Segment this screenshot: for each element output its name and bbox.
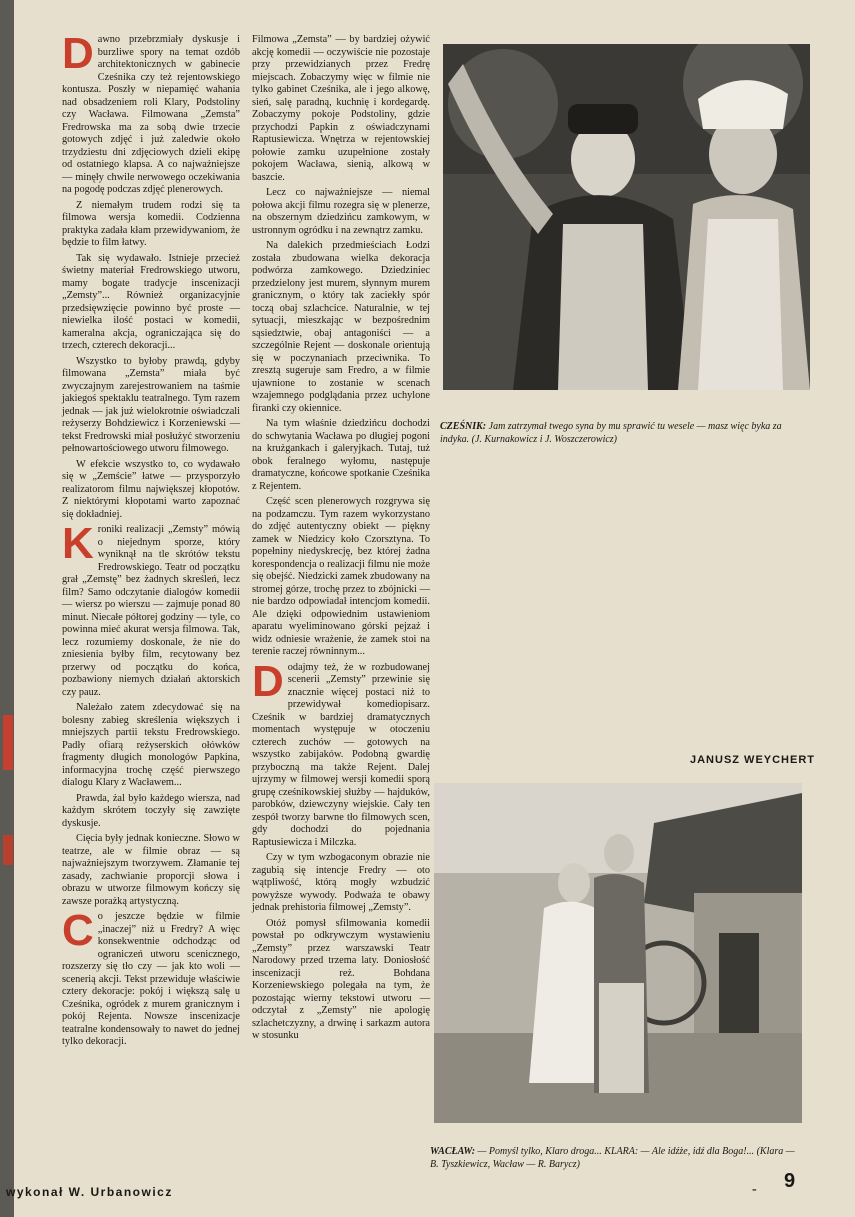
- paragraph: Prawda, żal było każdego wiersza, nad każdym skrótem toczyły się zawzięte dyskusje.: [62, 792, 240, 829]
- paragraph: Czy w tym wzbogaconym obrazie nie zagubią się intencje Fredry — oto wątpliwość, którą mogły wzbudzić powyższe wywody. Podważa te obawy jednak prehistoria filmowej „Zemsty”.: [252, 852, 430, 913]
- paragraph: Kroniki realizacji „Zemsty” mówią o niejednym sporze, który wyniknął na tle skrótów tekstu Fredrowskiego. Teatr od początku grał „Zemstę” bez żadnych skreśleń, lecz film? Samo odczytanie dialogów komedii — wiersz po wierszu — zajmuje ponad 80 minut. Niecałe półtorej godziny — tyle, co powinna mieć akurat wersja filmowa. Tak, lecz rozumiemy doskonale, że nie do zniesienia byłby film, recytowany bez przerwy od początku do końca, pozbawiony niemych działań aktorskich czy pauz.: [62, 519, 240, 698]
- paragraph: Dodajmy też, że w rozbudowanej scenerii „Zemsty” przewinie się znacznie więcej postaci niż to przewidywał komediopisarz. Cześnik w bardziej dramatycznych momentach występuje w otoczeniu czterech zuchów — gotowych na wszystko zabijaków. Podobną gwardię przyboczną ma także Rejent. Dalej ujrzymy w filmowej wersji komedii sporą grupę cześnikowskiej służby — hajduków, parobków, dziewczyny wiejskie. Cały ten zespół tworzy barwne tło filmowych scen, gdy dochodzi do pojednania Raptusiewicza i Milczka.: [252, 656, 430, 848]
- photo-klara-waclaw: [434, 783, 802, 1123]
- article-column-2: [252, 34, 430, 1046]
- layout-credit: wykonał W. Urbanowicz: [6, 1185, 173, 1199]
- photo-czesnik-rejent-image: [443, 44, 810, 390]
- caption-speaker: WACŁAW:: [430, 1146, 476, 1157]
- photo-czesnik-rejent: [443, 44, 810, 390]
- paragraph: Dawno przebrzmiały dyskusje i burzliwe spory na temat ozdób architektonicznych w gabinecie Cześnika czy też rejentowskiego kontusza. Poszły w niepamięć wahania nad obsadzeniem roli Klary, Podstoliny czy Wacława. Filmowana „Zemsta” Fredrowska ma za sobą dwie trzecie gotowych zdjęć i już zaledwie około trzydziestu dni zdjęciowych dzieli ekipę od ostatniego klapsa. A co najważniejsze — minęły chwile nerwowego oczekiwania na pogodę podczas zdjęć plenerowych.: [62, 29, 240, 195]
- article-column-1: [62, 29, 240, 1052]
- paragraph: Z niemałym trudem rodzi się ta filmowa wersja komedii. Codzienna praktyka zadała kłam przewidywaniom, że będzie to film łatwy.: [62, 199, 240, 248]
- edge-red-mark: [3, 835, 13, 865]
- caption-text: — Pomyśl tylko, Klaro droga... KLARA: — Ale idźże, idź dla Boga!... (Klara — B. Tyszkiewicz, Wacław — R. Barycz): [430, 1146, 795, 1170]
- photo-caption-2: [430, 1145, 802, 1171]
- paragraph: W efekcie wszystko to, co wydawało się w „Zemście” łatwe — przysporzyło realizatorom filmu największej kłopotów. Z niektórymi kłopotami warto zapoznać się dokładniej.: [62, 458, 240, 520]
- page-edge-strip: [0, 0, 14, 1217]
- paragraph: Wszystko to byłoby prawdą, gdyby filmowana „Zemsta” miała być zwyczajnym zarejestrowaniem na taśmie jakiegoś spektaklu teatralnego. Tym razem jednak — jak już wielokrotnie oświadczali reżyserzy Bohdziewicz i Korzeniewski — tekst Fredrowski miał posłużyć stworzeniu pełnowartościowego utworu filmowego.: [62, 355, 240, 454]
- paragraph: Cięcia były jednak konieczne. Słowo w teatrze, ale w filmie obraz — są najważniejszym tworzywem. Złamanie tej zasady, zachwianie proporcji słowa i obrazu w utworze filmowym kończy się zawsze porażką artystyczną.: [62, 833, 240, 907]
- paragraph: Na tym właśnie dziedzińcu dochodzi do schwytania Wacława po długiej pogoni na krużgankach i galeryjkach. Tutaj, tuż obok feralnego wyłomu, następuje dramatyczne, końcowe spotkanie Cześnika z Rejentem.: [252, 418, 430, 492]
- paragraph: Lecz co najważniejsze — niemal połowa akcji filmu rozegra się w plenerze, na obszernym dziedzińcu zamkowym, w ustronnym ogródku i na zewnątrz zamku.: [252, 187, 430, 236]
- photo-klara-waclaw-image: [434, 783, 802, 1123]
- paragraph: Co jeszcze będzie w filmie „inaczej” niż u Fredry? A więc konsekwentnie odchodząc od ograniczeń utworu scenicznego, rozszerzy się tło czy — jak kto woli — scenerią akcji. Tekst przewiduje właściwie cztery dekoracje: pokój i większą salę u Cześnika, ogródek z murem granicznym i pokój Rejenta. Nowsze inscenizacje teatralne kondensowały to nawet do jednej tylko dekoracji.: [62, 906, 240, 1047]
- paragraph: Część scen plenerowych rozgrywa się na podzamczu. Tym razem wykorzystano do zdjęć autentyczny obiekt — piękny zamek w Niedzicy koło Czorsztyna. To popełniny niedyskrecję, bez której żadna korespondencja o realizacji filmu nie może się obejść. Niedzicki zamek zbudowany na stromej górze, trochę przez to zbójnicki — nie bardzo odpowiadał intencjom komedii. Ale dzięki odpowiednim ustawieniom aparatu wyeliminowano górski pejzaż i widz odniesie wrażenie, że zamek stoi na terenie raczej równinnym...: [252, 496, 430, 657]
- page-number: 9: [784, 1170, 796, 1192]
- photo-caption-1: [440, 420, 812, 446]
- page-number-dash: -: [752, 1182, 757, 1197]
- caption-text: Jam zatrzymał twego syna by mu sprawić tu wesele — masz więc byka za indyka. (J. Kurnakowicz i J. Woszczerowicz): [440, 421, 782, 445]
- paragraph: Otóż pomysł sfilmowania komedii powstał po odkrywczym wystawieniu „Zemsty” przez warszawski Teatr Narodowy przed trzema laty. Doniosłość inscenizacji reż. Bohdana Korzeniewskiego polegała na tym, że pozostając wierny tekstowi utworu — odczytał z „Zemsty” nie apologię szlachetczyzny, a drwinę i sarkazm autora w stosunku: [252, 917, 430, 1041]
- author-signature: JANUSZ WEYCHERT: [690, 754, 816, 766]
- paragraph: Filmowa „Zemsta” — by bardziej ożywić akcję komedii — oczywiście nie pozostaje przy przewidzianych przez Fredrę miejscach. Zobaczymy więc w filmie nie tylko gabinet Cześnika, ale i jego alkowę, sień, salę paradną, kuchnię i kordegardę. Zobaczymy pokoje Podstoliny, gdzie przychodzi Papkin z oświadczynami Raptusiewicza. Wnętrza w rejentowskiej połowie zamku uzupełnione zostały pokojem Wacława, sienią, alkową w baszcie.: [252, 34, 430, 183]
- paragraph: Należało zatem zdecydować się na bolesny zabieg skreślenia większych i mniejszych partii tekstu Fredrowskiego. Padły ofiarą reżyserskich ołówków fragmenty długich monologów Papkina, informacyjna trochę część pierwszego dialogu Klary z Wacławem...: [62, 702, 240, 788]
- caption-speaker: CZEŚNIK:: [440, 421, 487, 432]
- paragraph: Tak się wydawało. Istnieje przecież świetny materiał Fredrowskiego utworu, mamy bogate tradycje inscenizacji „Zemsty”... Również organizacyjnie przedsięwzięcie powinno być proste — niewielka ilość postaci w komedii, kameralna akcja, ograniczająca się do trzech, czterech dekoracji...: [62, 252, 240, 351]
- edge-red-mark: [3, 715, 13, 770]
- paragraph: Na dalekich przedmieściach Łodzi została zbudowana wielka dekoracja podwórza zamkowego. Dziedziniec przedzielony jest murem, słynnym murem granicznym, o który tak zaciekły spór toczą obaj szlachcice. Naturalnie, w tej sytuacji, mieszkając w bezpośrednim sąsiedztwie, obaj antagoniści — a szczególnie Rejent — doskonale orientują się w poczynaniach przeciwnika. To zresztą sugeruje sam Fredro, a w filmie ujawnione to zostanie w scenach wzajemnego podglądania przez uchylone firanki czy okiennice.: [252, 240, 430, 414]
